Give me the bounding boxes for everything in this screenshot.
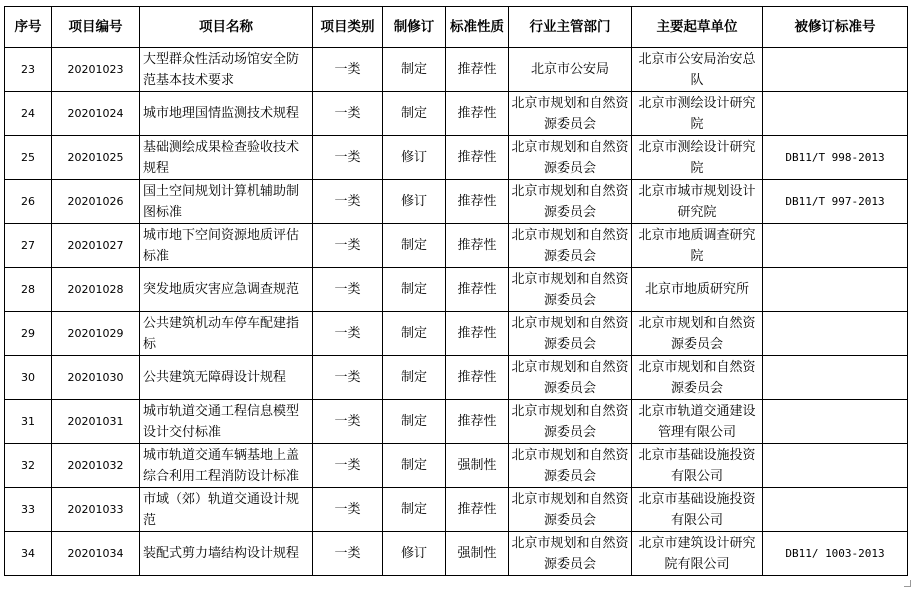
cell-project-category: 一类	[313, 400, 383, 444]
cell-project-name: 公共建筑机动车停车配建指标	[140, 312, 313, 356]
cell-project-name: 公共建筑无障碍设计规程	[140, 356, 313, 400]
cell-project-code: 20201029	[52, 312, 140, 356]
cell-standard-nature: 推荐性	[446, 48, 509, 92]
cell-standard-nature: 推荐性	[446, 92, 509, 136]
cell-project-name: 城市地理国情监测技术规程	[140, 92, 313, 136]
cell-project-name: 城市地下空间资源地质评估标准	[140, 224, 313, 268]
cell-revision-type: 制定	[383, 92, 446, 136]
cell-drafting-unit: 北京市城市规划设计研究院	[632, 180, 763, 224]
cell-project-name: 市域（郊）轨道交通设计规范	[140, 488, 313, 532]
cell-revision-type: 制定	[383, 356, 446, 400]
header-standard-nature: 标准性质	[446, 7, 509, 48]
cell-department: 北京市规划和自然资源委员会	[509, 444, 632, 488]
cell-project-code: 20201034	[52, 532, 140, 576]
cell-project-category: 一类	[313, 136, 383, 180]
cell-revision-type: 制定	[383, 48, 446, 92]
cell-revised-standard	[763, 48, 908, 92]
cell-revision-type: 制定	[383, 224, 446, 268]
cell-project-code: 20201025	[52, 136, 140, 180]
cell-standard-nature: 推荐性	[446, 488, 509, 532]
cell-revision-type: 制定	[383, 444, 446, 488]
table-row	[5, 532, 908, 576]
cell-project-category: 一类	[313, 48, 383, 92]
cell-standard-nature: 强制性	[446, 444, 509, 488]
cell-revised-standard	[763, 268, 908, 312]
header-project-code: 项目编号	[52, 7, 140, 48]
cell-revision-type: 制定	[383, 312, 446, 356]
table-row	[5, 136, 908, 180]
cell-project-category: 一类	[313, 180, 383, 224]
table-row	[5, 92, 908, 136]
table-row	[5, 356, 908, 400]
cell-revised-standard: DB11/T 998-2013	[763, 136, 908, 180]
cell-seq: 32	[5, 444, 52, 488]
cell-seq: 33	[5, 488, 52, 532]
table-row	[5, 48, 908, 92]
cell-project-category: 一类	[313, 312, 383, 356]
cell-department: 北京市规划和自然资源委员会	[509, 356, 632, 400]
cell-seq: 34	[5, 532, 52, 576]
table-row	[5, 400, 908, 444]
header-revision-type: 制修订	[383, 7, 446, 48]
header-revised-standard: 被修订标准号	[763, 7, 908, 48]
cell-drafting-unit: 北京市基础设施投资有限公司	[632, 444, 763, 488]
header-project-category: 项目类别	[313, 7, 383, 48]
cell-drafting-unit: 北京市地质调查研究院	[632, 224, 763, 268]
standards-table	[4, 6, 908, 576]
cell-project-code: 20201031	[52, 400, 140, 444]
header-department: 行业主管部门	[509, 7, 632, 48]
cell-project-name: 城市轨道交通工程信息模型设计交付标准	[140, 400, 313, 444]
cell-department: 北京市规划和自然资源委员会	[509, 268, 632, 312]
cell-revised-standard	[763, 92, 908, 136]
cell-drafting-unit: 北京市测绘设计研究院	[632, 136, 763, 180]
cell-project-category: 一类	[313, 532, 383, 576]
cell-standard-nature: 推荐性	[446, 268, 509, 312]
cell-project-category: 一类	[313, 356, 383, 400]
table-row	[5, 444, 908, 488]
cell-project-category: 一类	[313, 224, 383, 268]
cell-project-name: 大型群众性活动场馆安全防范基本技术要求	[140, 48, 313, 92]
cell-department: 北京市规划和自然资源委员会	[509, 224, 632, 268]
cell-department: 北京市规划和自然资源委员会	[509, 532, 632, 576]
cell-project-name: 突发地质灾害应急调查规范	[140, 268, 313, 312]
cell-department: 北京市规划和自然资源委员会	[509, 180, 632, 224]
header-project-name: 项目名称	[140, 7, 313, 48]
cell-department: 北京市规划和自然资源委员会	[509, 312, 632, 356]
table-row	[5, 488, 908, 532]
table-row	[5, 180, 908, 224]
cell-seq: 23	[5, 48, 52, 92]
cell-standard-nature: 推荐性	[446, 312, 509, 356]
cell-drafting-unit: 北京市测绘设计研究院	[632, 92, 763, 136]
cell-project-code: 20201024	[52, 92, 140, 136]
cell-department: 北京市规划和自然资源委员会	[509, 92, 632, 136]
cell-revised-standard	[763, 444, 908, 488]
cell-revised-standard	[763, 400, 908, 444]
cell-drafting-unit: 北京市地质研究所	[632, 268, 763, 312]
cell-seq: 25	[5, 136, 52, 180]
resize-corner-icon	[904, 580, 911, 587]
table-row	[5, 268, 908, 312]
header-row	[5, 7, 908, 48]
cell-standard-nature: 强制性	[446, 532, 509, 576]
cell-project-name: 基础测绘成果检查验收技术规程	[140, 136, 313, 180]
cell-revised-standard: DB11/ 1003-2013	[763, 532, 908, 576]
cell-project-category: 一类	[313, 92, 383, 136]
cell-revised-standard	[763, 356, 908, 400]
cell-seq: 27	[5, 224, 52, 268]
cell-department: 北京市规划和自然资源委员会	[509, 488, 632, 532]
cell-revision-type: 制定	[383, 268, 446, 312]
cell-seq: 28	[5, 268, 52, 312]
cell-drafting-unit: 北京市建筑设计研究院有限公司	[632, 532, 763, 576]
cell-drafting-unit: 北京市规划和自然资源委员会	[632, 312, 763, 356]
cell-seq: 26	[5, 180, 52, 224]
cell-project-name: 城市轨道交通车辆基地上盖综合利用工程消防设计标准	[140, 444, 313, 488]
cell-drafting-unit: 北京市基础设施投资有限公司	[632, 488, 763, 532]
cell-project-name: 装配式剪力墙结构设计规程	[140, 532, 313, 576]
cell-standard-nature: 推荐性	[446, 224, 509, 268]
cell-revised-standard	[763, 224, 908, 268]
table-row	[5, 312, 908, 356]
cell-project-code: 20201030	[52, 356, 140, 400]
cell-project-code: 20201026	[52, 180, 140, 224]
table-row	[5, 224, 908, 268]
cell-project-code: 20201027	[52, 224, 140, 268]
cell-project-category: 一类	[313, 444, 383, 488]
cell-project-code: 20201023	[52, 48, 140, 92]
cell-seq: 29	[5, 312, 52, 356]
cell-revision-type: 制定	[383, 400, 446, 444]
cell-project-code: 20201033	[52, 488, 140, 532]
cell-seq: 30	[5, 356, 52, 400]
header-drafting-unit: 主要起草单位	[632, 7, 763, 48]
cell-revision-type: 修订	[383, 532, 446, 576]
header-seq: 序号	[5, 7, 52, 48]
cell-standard-nature: 推荐性	[446, 400, 509, 444]
cell-revision-type: 修订	[383, 136, 446, 180]
cell-drafting-unit: 北京市规划和自然资源委员会	[632, 356, 763, 400]
cell-revision-type: 修订	[383, 180, 446, 224]
cell-seq: 31	[5, 400, 52, 444]
cell-seq: 24	[5, 92, 52, 136]
cell-revision-type: 制定	[383, 488, 446, 532]
cell-department: 北京市规划和自然资源委员会	[509, 136, 632, 180]
cell-department: 北京市规划和自然资源委员会	[509, 400, 632, 444]
cell-standard-nature: 推荐性	[446, 356, 509, 400]
cell-drafting-unit: 北京市轨道交通建设管理有限公司	[632, 400, 763, 444]
cell-revised-standard	[763, 312, 908, 356]
cell-revised-standard	[763, 488, 908, 532]
cell-drafting-unit: 北京市公安局治安总队	[632, 48, 763, 92]
cell-revised-standard: DB11/T 997-2013	[763, 180, 908, 224]
cell-standard-nature: 推荐性	[446, 180, 509, 224]
cell-project-code: 20201028	[52, 268, 140, 312]
cell-project-category: 一类	[313, 268, 383, 312]
cell-standard-nature: 推荐性	[446, 136, 509, 180]
cell-project-name: 国土空间规划计算机辅助制图标准	[140, 180, 313, 224]
cell-department: 北京市公安局	[509, 48, 632, 92]
cell-project-code: 20201032	[52, 444, 140, 488]
cell-project-category: 一类	[313, 488, 383, 532]
